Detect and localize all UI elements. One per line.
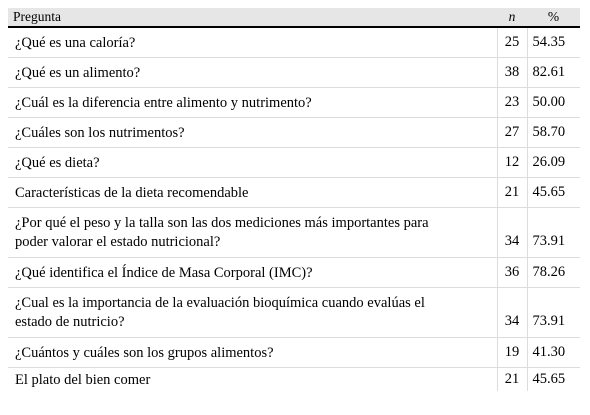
question-cell: ¿Cuántos y cuáles son los grupos alimentos? (8, 337, 497, 367)
question-line: poder valorar el estado nutricional? (15, 234, 221, 250)
table-row (8, 207, 580, 257)
question-cell: El plato del bien comer (15, 371, 151, 388)
question-line: ¿Por qué el peso y la talla son las dos mediciones más importantes para (15, 215, 429, 232)
question-cell: Características de la dieta recomendable (8, 177, 497, 207)
n-cell: 19 (497, 337, 527, 367)
table-row (8, 147, 580, 177)
header-percent: % (527, 8, 580, 27)
n-cell: 25 (497, 27, 527, 57)
table-row (8, 367, 580, 391)
percent-cell: 45.65 (527, 177, 580, 207)
n-cell: 38 (497, 57, 527, 87)
survey-table-container (8, 8, 580, 391)
percent-cell: 58.70 (527, 117, 580, 147)
table-header (8, 8, 580, 27)
n-cell: 27 (497, 117, 527, 147)
question-cell: ¿Qué identifica el Índice de Masa Corporal (IMC)? (8, 257, 497, 287)
n-cell: 23 (497, 87, 527, 117)
n-cell: 21 (497, 367, 527, 391)
table-row (8, 287, 580, 337)
survey-results-table (8, 8, 580, 391)
table-row (8, 57, 580, 87)
question-cell: ¿Qué es una caloría? (8, 27, 497, 57)
n-cell: 12 (497, 147, 527, 177)
question-cell: ¿Qué es un alimento? (8, 57, 497, 87)
n-cell: 36 (497, 257, 527, 287)
header-row (8, 8, 580, 27)
question-cell (8, 207, 497, 257)
table-row (8, 87, 580, 117)
table-row (8, 257, 580, 287)
percent-cell: 82.61 (527, 57, 580, 87)
header-n: n (497, 8, 527, 27)
percent-cell: 73.91 (527, 287, 580, 337)
table-body (8, 27, 580, 391)
question-line: ¿Cual es la importancia de la evaluación bioquímica cuando evalúas el (15, 295, 425, 312)
question-cell: ¿Cuáles son los nutrimentos? (8, 117, 497, 147)
question-line: estado de nutricio? (15, 314, 125, 330)
table-row (8, 177, 580, 207)
percent-cell: 50.00 (527, 87, 580, 117)
question-cell: ¿Cuál es la diferencia entre alimento y nutrimento? (8, 87, 497, 117)
table-row (8, 337, 580, 367)
percent-cell: 45.65 (527, 367, 580, 391)
percent-cell: 73.91 (527, 207, 580, 257)
percent-cell: 78.26 (527, 257, 580, 287)
header-question: Pregunta (8, 8, 497, 27)
n-cell: 34 (497, 207, 527, 257)
table-row (8, 27, 580, 57)
percent-cell: 26.09 (527, 147, 580, 177)
percent-cell: 54.35 (527, 27, 580, 57)
table-row (8, 117, 580, 147)
n-cell: 21 (497, 177, 527, 207)
n-cell: 34 (497, 287, 527, 337)
question-cell: ¿Qué es dieta? (8, 147, 497, 177)
question-cell (8, 287, 497, 337)
percent-cell: 41.30 (527, 337, 580, 367)
